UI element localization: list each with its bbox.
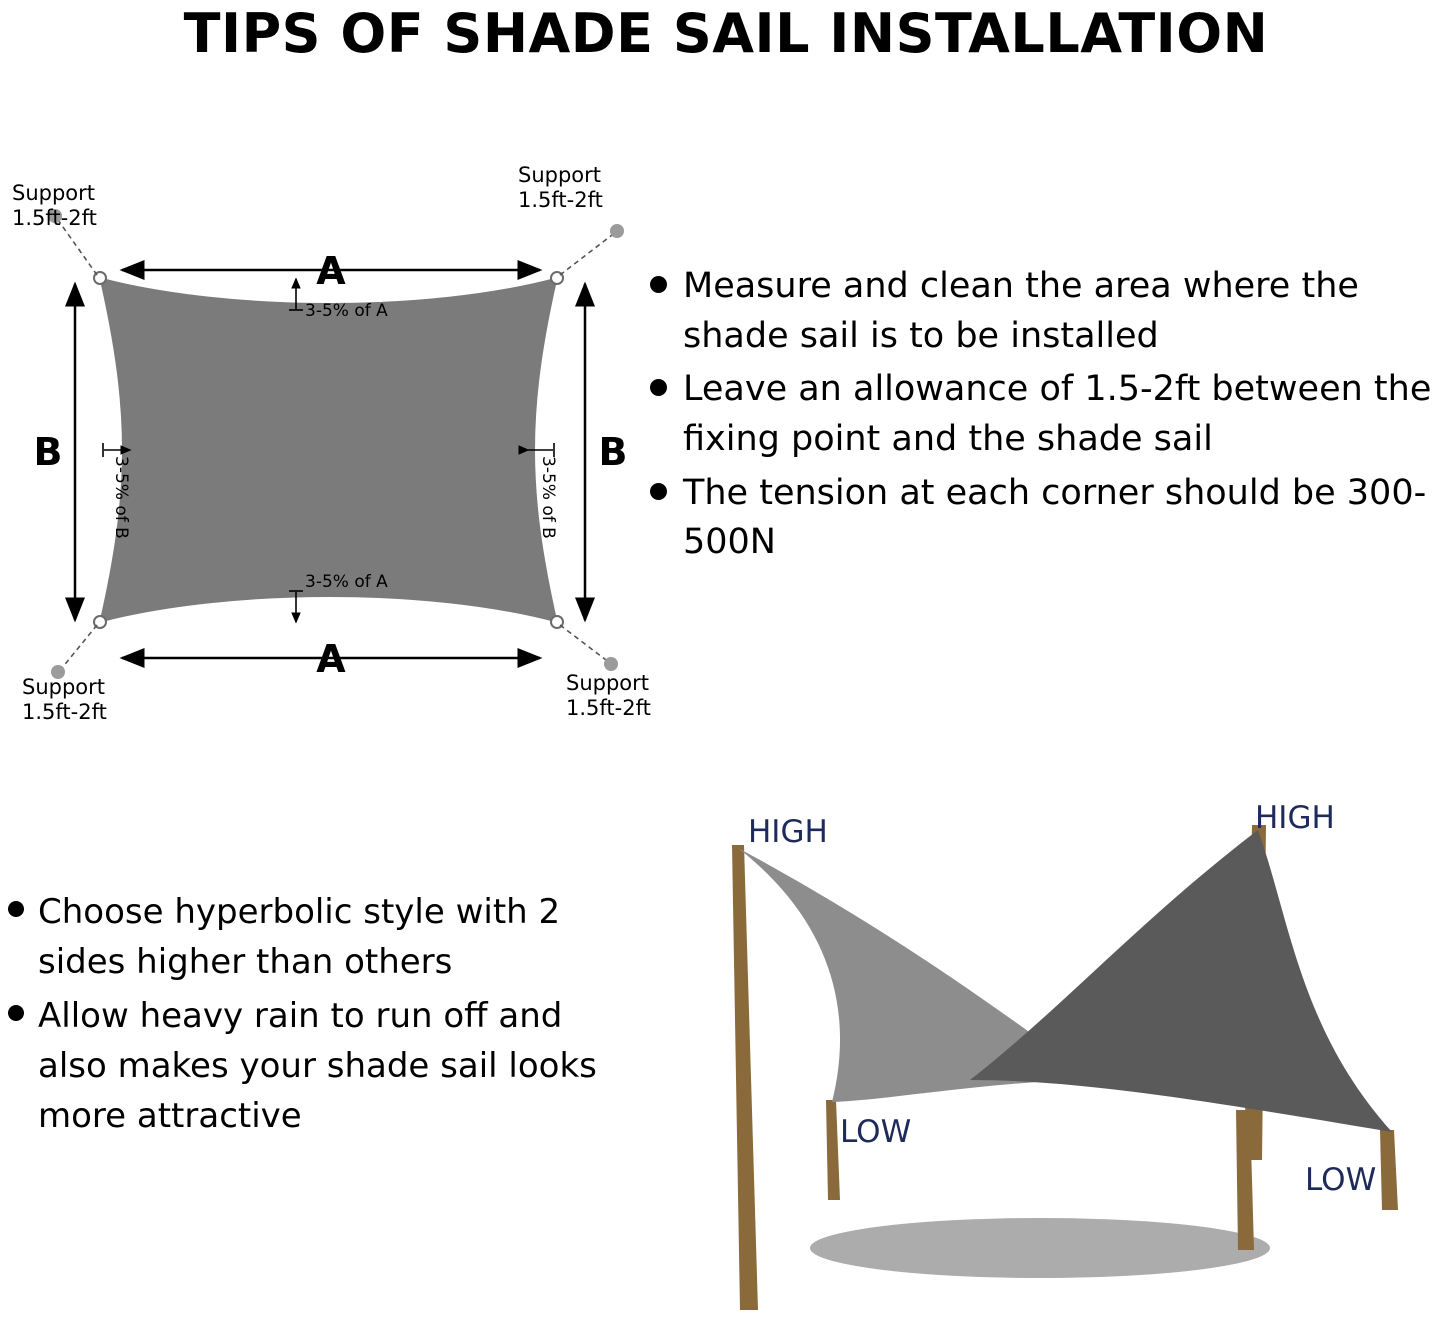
tip-text: The tension at each corner should be 300-500N bbox=[683, 472, 1427, 563]
tip-text: Allow heavy rain to run off and also makes your shade sail looks more attractive bbox=[38, 995, 597, 1136]
support-label-bottom-left-line2: 1.5ft-2ft bbox=[22, 700, 107, 724]
support-label-top-right-line2: 1.5ft-2ft bbox=[518, 188, 603, 212]
label-low-right: LOW bbox=[1305, 1162, 1377, 1198]
dimension-label-a-top: A bbox=[316, 249, 346, 293]
sail-shape bbox=[100, 278, 557, 622]
dimension-label-b-left: B bbox=[33, 430, 63, 474]
list-item bbox=[8, 888, 628, 988]
bullet-icon bbox=[650, 379, 667, 396]
label-low-left: LOW bbox=[840, 1114, 912, 1150]
support-line-bottom-left bbox=[62, 625, 97, 668]
rectangular-sail-diagram bbox=[0, 160, 660, 740]
page-title: TIPS OF SHADE SAIL INSTALLATION bbox=[183, 2, 1269, 65]
support-dot-top-right bbox=[610, 224, 624, 238]
support-line-bottom-right bbox=[560, 625, 606, 660]
support-label-bottom-left-line1: Support bbox=[22, 675, 106, 699]
ground-shadow bbox=[810, 1218, 1270, 1278]
curve-label-top: 3-5% of A bbox=[305, 301, 388, 321]
support-line-top-right bbox=[560, 235, 612, 275]
support-label-top-left-line2: 1.5ft-2ft bbox=[12, 206, 97, 230]
label-high-right: HIGH bbox=[1255, 800, 1335, 836]
list-item bbox=[8, 992, 628, 1142]
pole-high-left bbox=[732, 845, 758, 1310]
list-item bbox=[650, 262, 1450, 361]
dimension-label-a-bottom: A bbox=[316, 637, 346, 681]
bullet-icon bbox=[650, 276, 667, 293]
tip-text: Choose hyperbolic style with 2 sides higher than others bbox=[38, 892, 561, 982]
tips-list-bottom bbox=[8, 888, 628, 1146]
sail-panel-dark bbox=[970, 830, 1392, 1132]
tip-text: Leave an allowance of 1.5-2ft between the fixing point and the shade sail bbox=[683, 369, 1432, 460]
bullet-icon bbox=[8, 901, 24, 917]
support-label-bottom-right-line1: Support bbox=[566, 671, 650, 695]
hyperbolic-sail-diagram bbox=[640, 780, 1452, 1325]
curve-label-right: 3-5% of B bbox=[538, 456, 558, 539]
bullet-icon bbox=[650, 483, 667, 500]
list-item bbox=[650, 469, 1450, 568]
support-dot-bottom-right bbox=[604, 657, 618, 671]
pole-low-left bbox=[826, 1100, 840, 1200]
curve-label-left: 3-5% of B bbox=[111, 456, 131, 539]
tip-text: Measure and clean the area where the shade sail is to be installed bbox=[683, 266, 1359, 356]
support-label-top-left-line1: Support bbox=[12, 181, 96, 205]
support-label-bottom-right-line2: 1.5ft-2ft bbox=[566, 696, 651, 720]
bullet-icon bbox=[8, 1005, 24, 1021]
pole-low-far-right bbox=[1380, 1130, 1398, 1210]
list-item bbox=[650, 365, 1450, 464]
dimension-label-b-right: B bbox=[598, 430, 628, 474]
support-label-top-right-line1: Support bbox=[518, 163, 602, 187]
tips-list-top bbox=[650, 262, 1450, 572]
curve-label-bottom: 3-5% of A bbox=[305, 572, 388, 592]
label-high-left: HIGH bbox=[748, 814, 828, 850]
